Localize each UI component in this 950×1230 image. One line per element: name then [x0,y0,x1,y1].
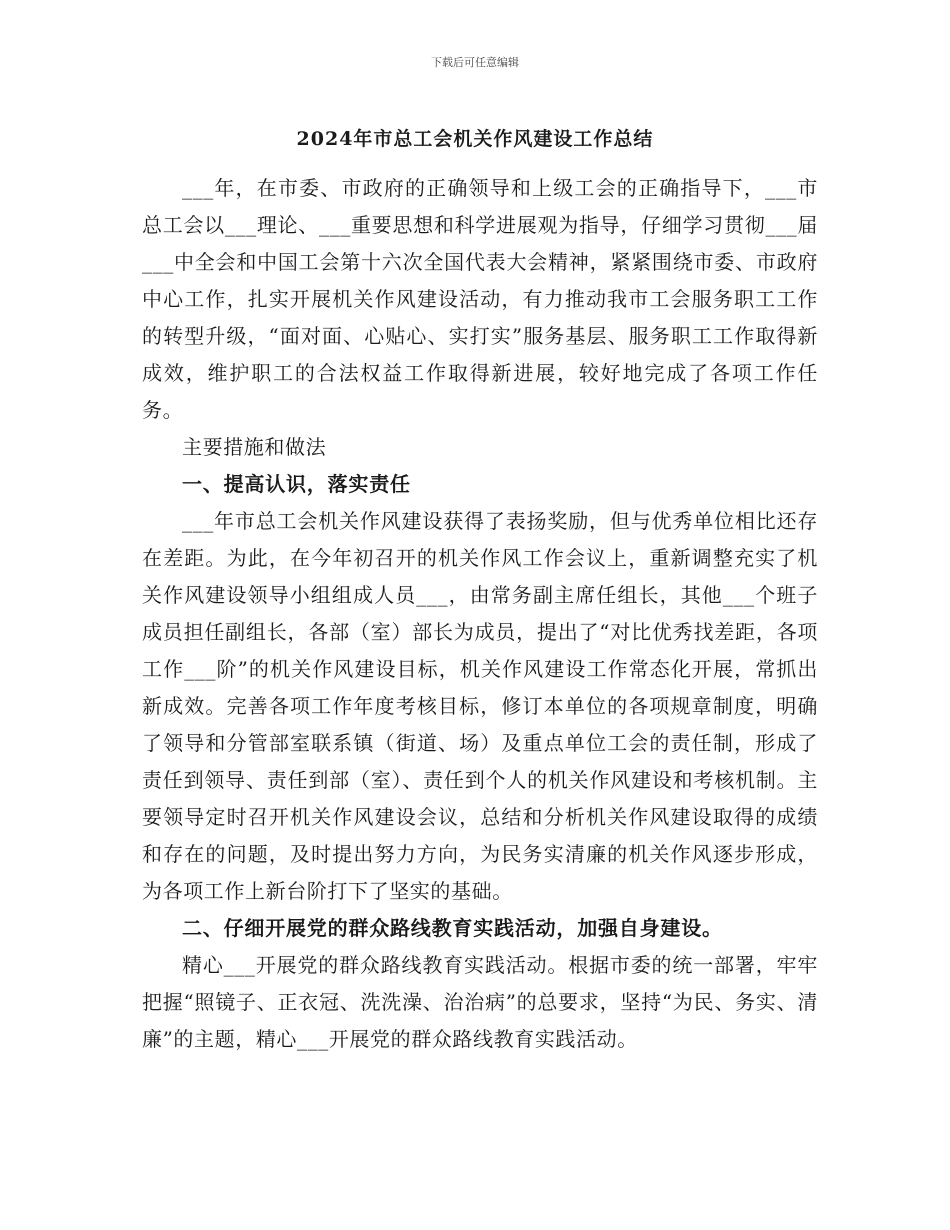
section-1-paragraph: ___年市总工会机关作风建设获得了表扬奖励，但与优秀单位相比还存在差距。为此，在今年初召开的机关作风工作会议上，重新调整充实了机关作风建设领导小组组成人员___，由常务副主席任组长，其他___个班子成员担任副组长，各部（室）部长为成员，提出了“对比优秀找差距，各项工作___阶”的机关作风建设目标，机关作风建设工作常态化开展，常抓出新成效。完善各项工作年度考核目标，修订本单位的各项规章制度，明确了领导和分管部室联系镇（街道、场）及重点单位工会的责任制，形成了责任到领导、责任到部（室）、责任到个人的机关作风建设和考核机制。主要领导定时召开机关作风建设会议，总结和分析机关作风建设取得的成绩和存在的问题，及时提出努力方向，为民务实清廉的机关作风逐步形成，为各项工作上新台阶打下了坚实的基础。 [142,509,818,903]
section-heading-1: 一、提高认识，落实责任 [182,472,411,496]
section-2-paragraph: 精心___开展党的群众路线教育实践活动。根据市委的统一部署，牢牢把握“照镜子、正衣冠、洗洗澡、治治病”的总要求，坚持“为民、务实、清廉”的主题，精心___开展党的群众路线教育实践活动。 [142,953,818,1051]
intro-paragraph: ___年，在市委、市政府的正确领导和上级工会的正确指导下，___市总工会以___理论、___重要思想和科学进展观为指导，仔细学习贯彻___届___中全会和中国工会第十六次全国代表大会精神，紧紧围绕市委、市政府中心工作，扎实开展机关作风建设活动，有力推动我市工会服务职工工作的转型升级，“面对面、心贴心、实打实”服务基层、服务职工工作取得新成效，维护职工的合法权益工作取得新进展，较好地完成了各项工作任务。 [142,176,818,422]
measures-label: 主要措施和做法 [182,435,327,459]
document-title: 2024年市总工会机关作风建设工作总结 [296,128,654,150]
section-heading-2: 二、仔细开展党的群众路线教育实践活动，加强自身建设。 [182,916,723,940]
header-note: 下载后可任意编辑 [431,56,519,69]
document-body [142,170,818,1058]
